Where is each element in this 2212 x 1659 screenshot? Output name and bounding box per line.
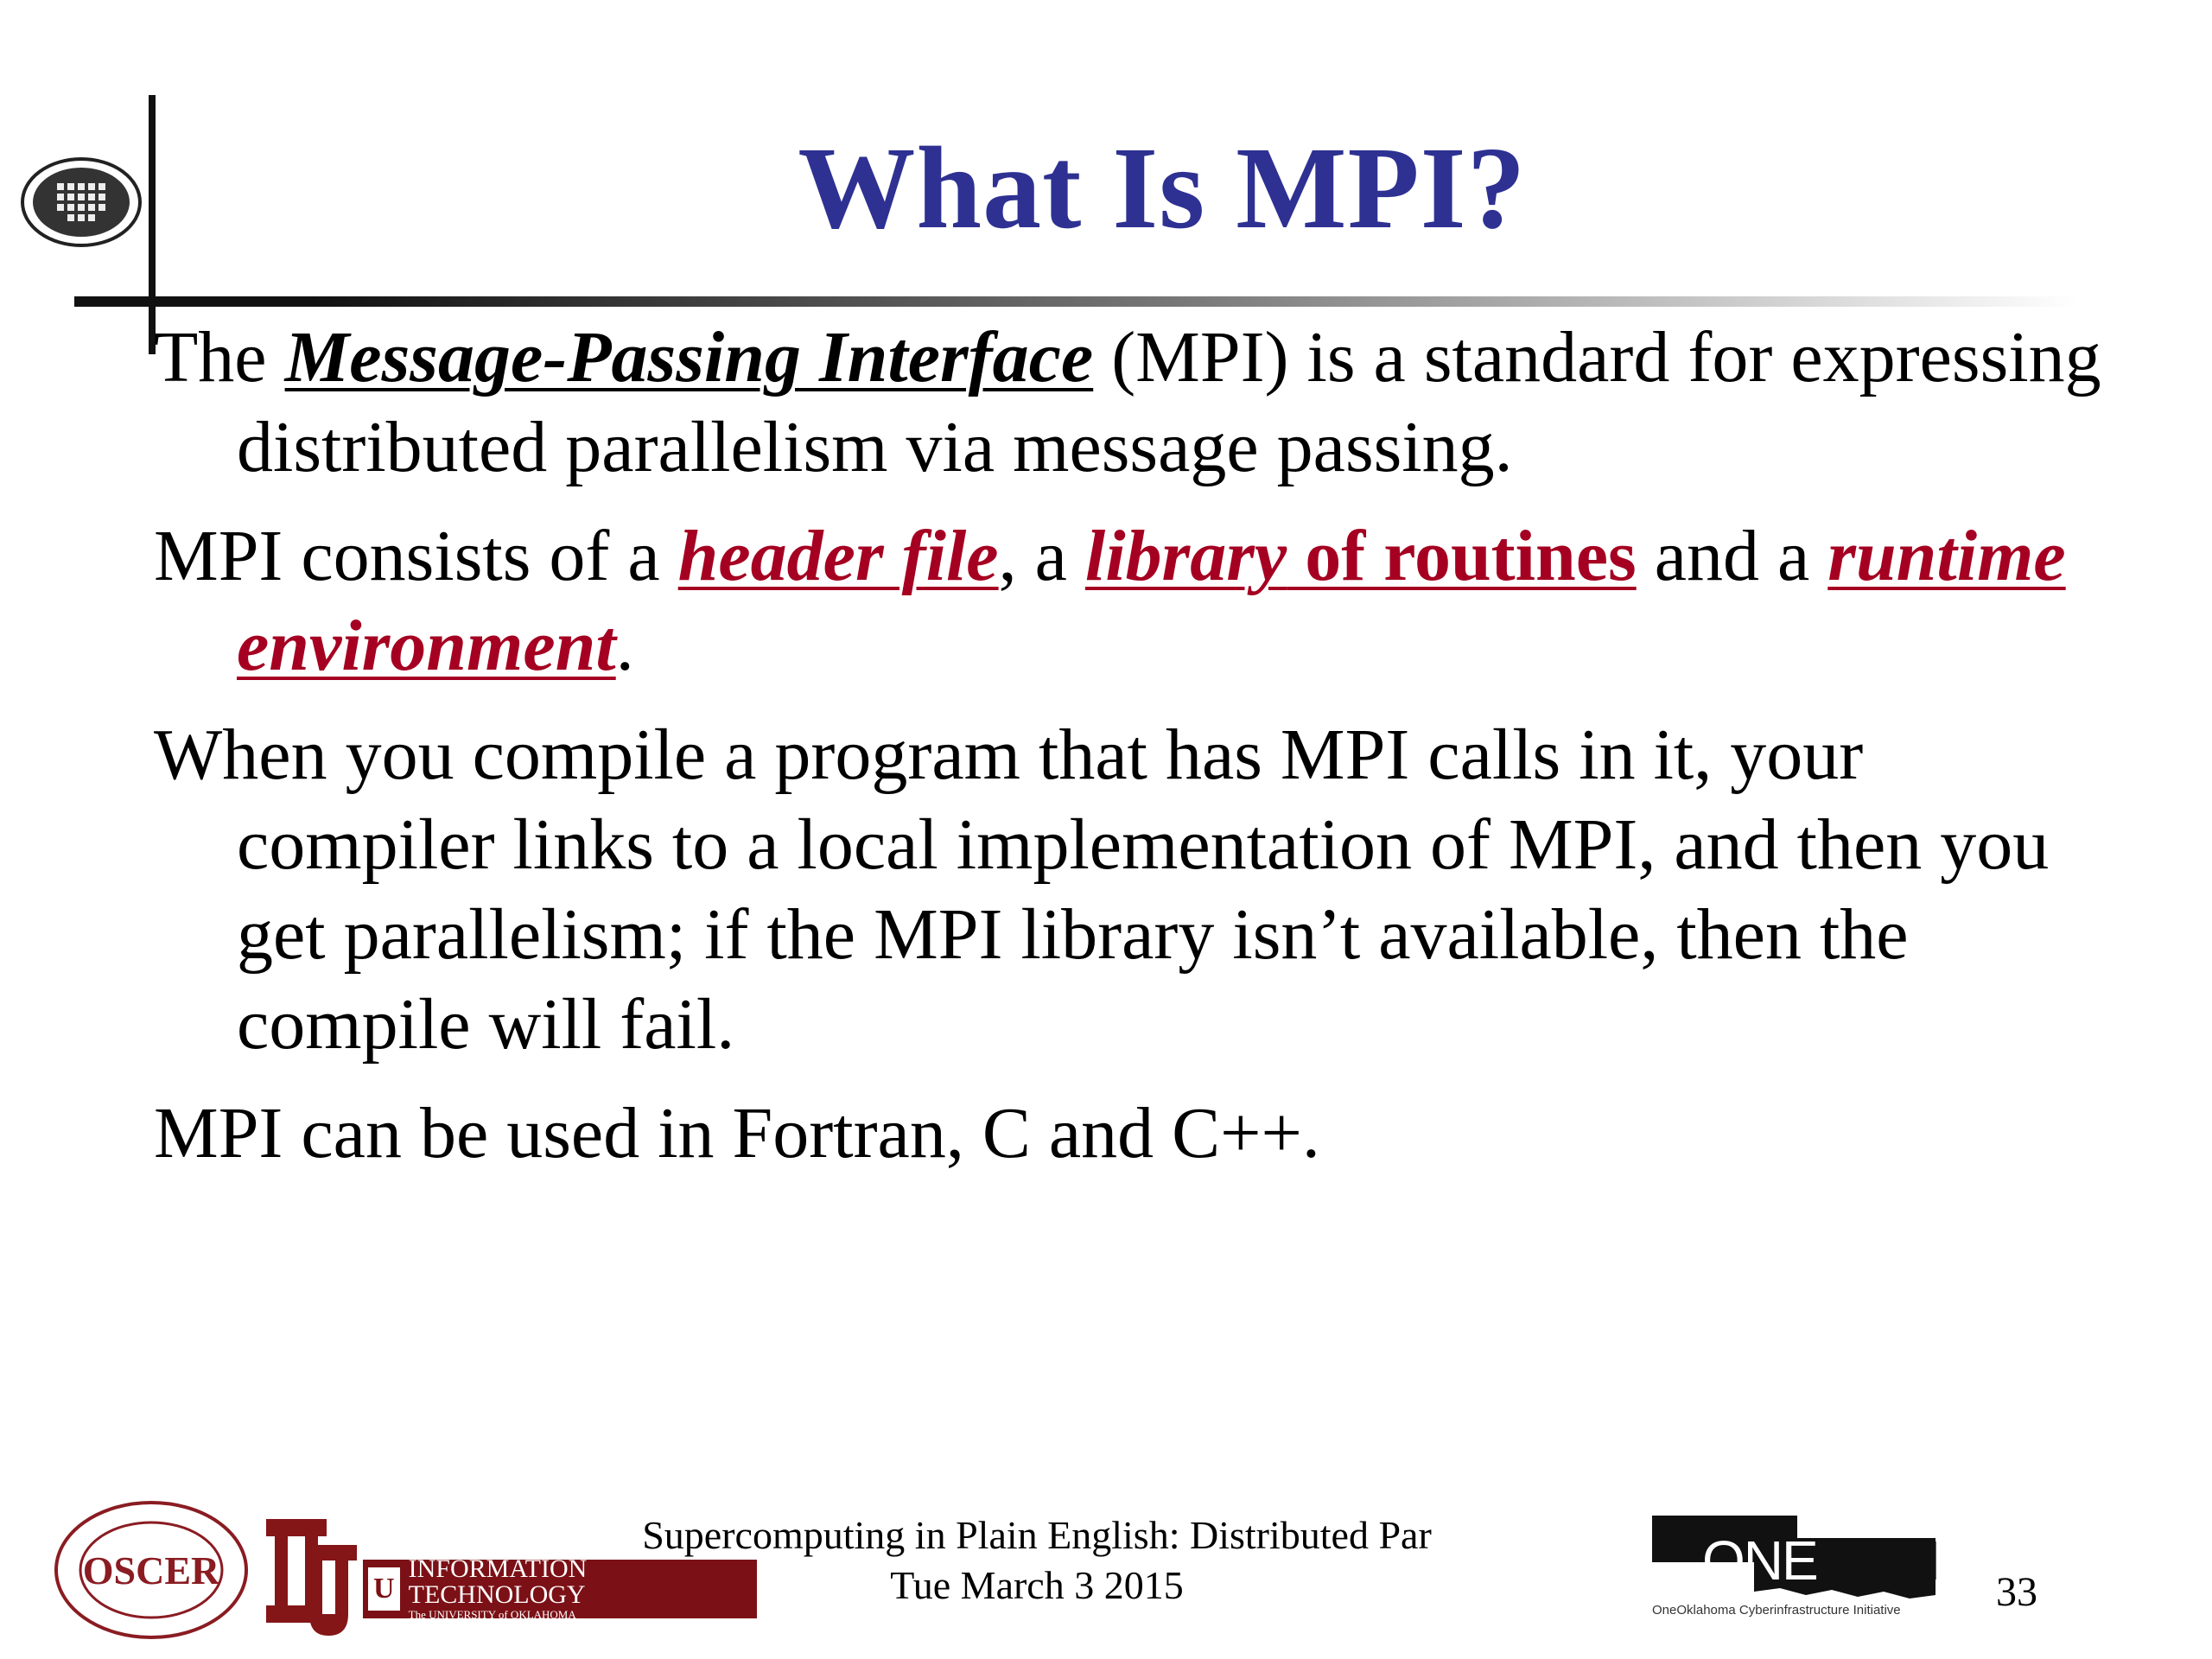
text-run: . — [615, 606, 634, 686]
svg-text:OCII: OCII — [1827, 1529, 1942, 1592]
ou-logo — [257, 1510, 363, 1640]
header-horizontal-rule — [74, 296, 2079, 307]
text-run: (MPI) is a standard for expressing distributed parallelism via message passing. — [237, 317, 2101, 487]
paragraph-definition — [154, 313, 2124, 493]
oneocii-caption: OneOklahoma Cyberinfrastructure Initiative — [1652, 1603, 1901, 1618]
it-logo-subtext: The UNIVERSITY of OKLAHOMA — [408, 1608, 576, 1621]
term-message-passing-interface: Message-Passing Interface — [284, 317, 1094, 397]
term-header-file: header file — [677, 516, 999, 596]
svg-text:ONE: ONE — [1702, 1529, 1817, 1592]
paragraph-compile: When you compile a program that has MPI calls in it, your compiler links to a local implementation of MPI, and then you get parallelism; if the MPI library isn’t available, then the compile will fail. — [154, 715, 2050, 1065]
oscer-logo — [52, 1499, 251, 1642]
paragraph-components — [154, 512, 2124, 691]
text-run: , a — [998, 516, 1085, 596]
term-of-routines: of routines — [1287, 516, 1637, 596]
footer-line-2: Tue March 3 2015 — [890, 1563, 1184, 1607]
ou-mini-icon: U — [368, 1567, 400, 1611]
oscer-logo-text: OSCER — [82, 1548, 220, 1592]
slide-body — [154, 313, 2124, 1179]
text-run: MPI consists of a — [154, 516, 678, 596]
footer-line-1: Supercomputing in Plain English: Distributed Par — [642, 1513, 1432, 1557]
paragraph-languages: MPI can be used in Fortran, C and C++. — [154, 1093, 1320, 1173]
page-number: 33 — [1996, 1569, 2037, 1615]
term-runtime-environment: runtime environment — [237, 516, 2066, 686]
oneocii-logo-text: ONEOCII — [1651, 1513, 1656, 1514]
text-run: The — [154, 317, 285, 397]
text-run: and a — [1636, 516, 1828, 596]
it-logo-text: INFORMATION TECHNOLOGY — [408, 1554, 588, 1609]
footer-caption — [484, 1510, 1590, 1611]
slide-title: What Is MPI? — [798, 124, 1527, 253]
term-library: library — [1084, 516, 1287, 596]
